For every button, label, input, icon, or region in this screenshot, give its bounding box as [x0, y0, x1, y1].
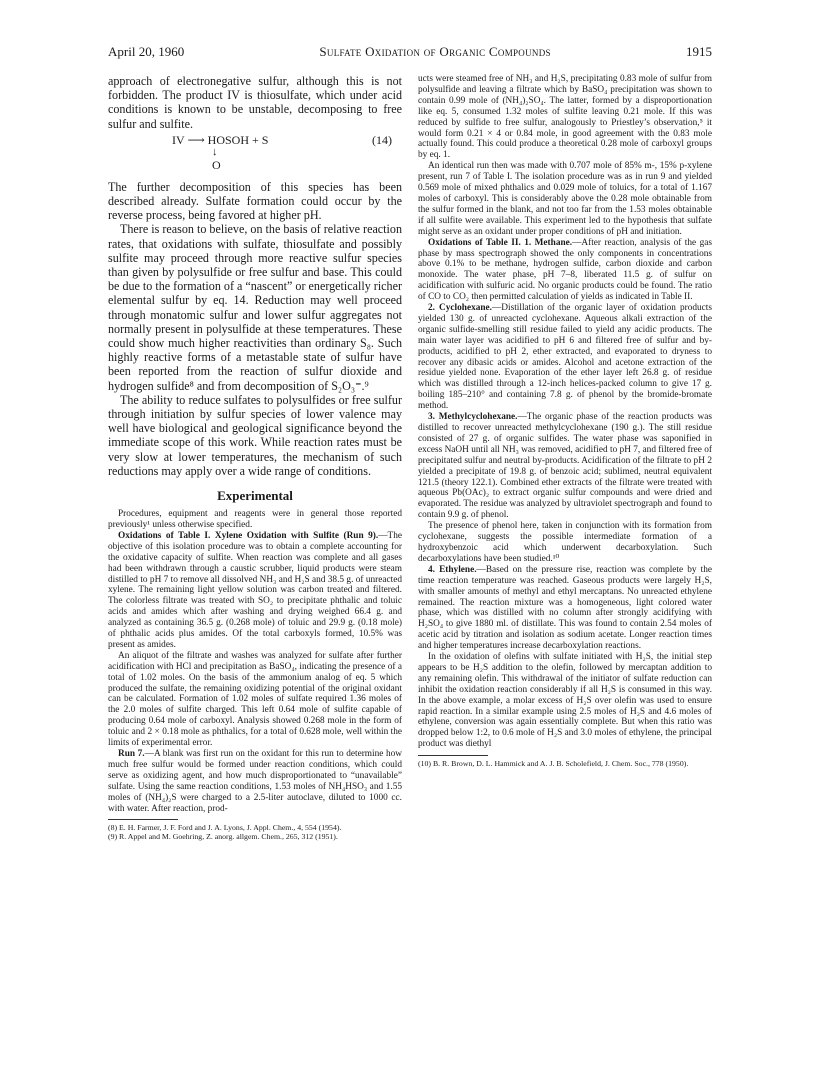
run-heading: Run 7.	[118, 749, 145, 760]
paragraph: In the oxidation of olefins with sulfate initiated with H₂S, the initial step appears to be H₂S addition to the olefin, followed by mercaptan addition to any remaining olefin. This withdrawal of the initiator of sulfate reduction can inhibit the oxidation reaction considerably if all H₂S is consumed in this way. In the above example, a molar excess of H₂S over olefin was used to ensure rapid reaction. In a similar example using 2.5 moles of H₂S and 4.6 moles of ethylene, conversion was again essentially complete. But when this ratio was dropped below 1:2, to 0.6 mole of H₂S and 3.0 moles of ethylene, the principal product was diethyl	[418, 652, 712, 750]
paragraph: The ability to reduce sulfates to polysulfides or free sulfur through initiation by sulfur species of lower valence may well have biological and geological significance beyond the immediate scope of this work. While reaction rates must be very slow at lower temperatures, the mechanism of such reductions may apply over a wide range of conditions.	[108, 392, 402, 478]
paragraph	[108, 749, 402, 814]
paragraph	[418, 238, 712, 303]
paragraph	[418, 412, 712, 521]
right-column	[418, 74, 712, 1064]
equation-14	[108, 134, 402, 174]
equation-number: (14)	[372, 132, 392, 147]
subsection-heading: 3. Methylcyclohexane.	[428, 412, 518, 423]
paragraph: Procedures, equipment and reagents were in general those reported previously¹ unless otherwise specified.	[108, 509, 402, 530]
footnote-divider	[418, 755, 488, 756]
equation-body: IV ⟶ HOSOH + S	[172, 132, 269, 147]
paragraph	[108, 531, 402, 651]
equation-oxygen: O	[212, 157, 221, 172]
paragraph: An identical run then was made with 0.707 mole of 85% m-, 15% p-xylene present, run 7 of Table I. The isolation procedure was as in run 9 and yielded 0.569 mole of mixed phthalics and 0.029 mole of toluics, for a total of 1.167 moles of carboxyl. This is considerably above the 0.28 mole obtainable from the sulfur formed in the blank, and not too far from the 1.53 moles obtainable if all sulfite were available. This experiment led to the hypothesis that sulfate might serve as an oxidant under proper conditions of pH and initiation.	[418, 161, 712, 237]
paragraph-text: —A blank was first run on the oxidant for this run to determine how much free sulfur would be formed under reaction conditions, which could serve as oxidizing agent, and how much disproportionated to “unavailable” sulfate. Using the same reaction conditions, 1.53 moles of NH₄HSO₃ and 1.55 moles of (NH₄)₂S were charged to a 2.5-liter autoclave, diluted to 1000 cc. with water. After reaction, prod-	[108, 749, 402, 814]
subsection-heading: Oxidations of Table II. 1. Methane.	[428, 237, 573, 248]
footnote-8: (8) E. H. Farmer, J. F. Ford and J. A. Lyons, J. Appl. Chem., 4, 554 (1954).	[108, 823, 342, 833]
run-heading: Oxidations of Table I. Xylene Oxidation with Sulfite (Run 9).	[118, 530, 379, 541]
running-header	[108, 44, 712, 62]
paragraph-text: —Distillation of the organic layer of oxidation products yielded 130 g. of unreacted cyclohexane. Aqueous alkali extraction of the organic sulfide-smelling still residue failed to yield any acidic products. The main water layer was acidified to pH 6 and filtered free of sulfur and by-products, acidified to pH 2, ether extracted, and evaporated to dryness to recover any dibasic acids or amides. Alcohol and acetone extraction of the residue yielded none. Evaporation of the ether layer left 26.8 g. of residue which was distilled through a 12-inch helices-packed column to give 17 g. boiling 185–210° and containing 7.8 g. of phenol by the bromide-bromate method.	[418, 303, 712, 412]
subsection-heading: 4. Ethylene.	[428, 564, 477, 575]
left-column	[108, 74, 402, 1064]
paragraph: ucts were steamed free of NH₃ and H₂S, precipitating 0.83 mole of sulfur from polysulfide and leaving a filtrate which by BaSO₄ precipitation was shown to contain 0.99 mole of (NH₄)₂SO₄. The latter, formed by a disproportionation like eq. 5, consumed 1.32 moles of sulfite leaving 0.21 mole. If this was reduced by sulfide to free sulfur, analogously to Priestley’s observation,⁵ it would form 0.21 × 4 or 0.84 mole, in good agreement with the 0.83 mole actually found. This could produce a theoretical 0.28 mole of carboxyl groups by eq. 1.	[418, 74, 712, 161]
header-date: April 20, 1960	[108, 44, 185, 59]
footnote-9: (9) R. Appel and M. Goehring, Z. anorg. allgem. Chem., 265, 312 (1951).	[108, 832, 338, 842]
paragraph-text: —Based on the pressure rise, reaction was complete by the time reaction temperature was reached. Gaseous products were largely H₂S, with smaller amounts of methyl and ethyl mercaptans. No unreacted ethylene remained. The reaction mixture was a homogeneous, light colored water phase, which was distilled with no column after strongly acidifying with H₂SO₄ to give 1880 ml. of distillate. This was found to contain 2.54 moles of acetic acid by titration and isolation as sodium acetate. Longer reaction times and higher temperatures increase decarboxylation reactions.	[418, 564, 712, 652]
paragraph: The presence of phenol here, taken in conjunction with its formation from cyclohexane, suggests the possible intermediate formation of a hydroxybenzoic acid which underwent decarboxylation. Such decarboxylations have been studied.¹⁰	[418, 521, 712, 564]
down-arrow-icon: ↓	[212, 145, 218, 158]
paragraph-text: —The objective of this isolation procedure was to obtain a complete accounting for the oxidative capacity of sulfite. When reaction was complete and all gases had been withdrawn through a caustic scrubber, liquid products were steam distilled to pH 7 to remove all dissolved NH₃ and H₂S and 38.5 g. of unreacted xylene. The remaining light yellow solution was carbon treated and filtered. The colorless filtrate was treated with SO₂ to precipitate phthalic and toluic acids and amides which after washing and drying weighed 66.4 g. and analyzed as containing 36.5 g. (0.268 mole) of toluic and 29.9 g. (0.18 mole) of phthalic acids plus amides. Of the total carboxyls formed, 10.5% was present as amides.	[108, 530, 402, 650]
header-title: Sulfate Oxidation of Organic Compounds	[319, 44, 551, 59]
paragraph-text: —After reaction, analysis of the gas phase by mass spectrograph showed the only components in concentrations above 0.1% to be methane, hydrogen sulfide, carbon dioxide and carbon monoxide. The water phase, pH 7–8, liberated 11.5 g. of sulfur on acidification with sulfuric acid. No organic products could be found. The ratio of CO to CO₂ then permitted calculation of yields as indicated in Table II.	[418, 237, 712, 303]
section-heading-experimental: Experimental	[217, 488, 293, 504]
paragraph-text: —The organic phase of the reaction products was distilled to recover unreacted methylcyclohexane (190 g.). The still residue consisted of 27 g. of organic sulfides. The water phase was saponified in excess NaOH until all NH₃ was removed, acidified to pH 7, and filtered free of precipitated sulfur and neutral by-products. Acidification of the filtrate to pH 2 yielded a precipitate of 19.8 g. of benzoic acid; sublimed, neutral equivalent 121.5 (theory 122.1). Combined ether extracts of the filtrate were treated with aqueous Pb(OAc)₂ to extract organic sulfur compounds and were dried and evaporated. The residue was analyzed by ultraviolet spectrograph and found to contain 9.9 g. of phenol.	[418, 412, 712, 521]
paragraph: approach of electronegative sulfur, although this is not forbidden. The product IV is thiosulfate, which under acid conditions is known to be unstable, decomposing to free sulfur and sulfite.	[108, 74, 402, 131]
footnote-divider	[108, 819, 178, 820]
subsection-heading: 2. Cyclohexane.	[428, 303, 492, 314]
paragraph: An aliquot of the filtrate and washes was analyzed for sulfate after further acidification with HCl and precipitation as BaSO₄, indicating the presence of a total of 1.02 moles. On the basis of the ammonium analog of eq. 5 which produced the sulfate, the remaining oxidizing potential of the original oxidant can be calculated. Formation of 1.02 moles of sulfate required 1.36 moles of the 2.0 moles of sulfite charged. This left 0.64 mole of sulfite capable of producing 0.64 mole of carboxyl. Analysis showed 0.268 mole in the form of toluic and 2 × 0.18 mole as phthalics, for a total of 0.628 mole, well within the limits of experimental error.	[108, 650, 402, 749]
paragraph: There is reason to believe, on the basis of relative reaction rates, that oxidations with sulfate, thiosulfate and possibly sulfite may proceed through more reactive sulfur species than given by polysulfide or free sulfur and base. This could be due to the formation of a “nascent” or energetically richer elemental sulfur by eq. 14. Reduction may well proceed through monatomic sulfur and lower sulfur aggregates not normally present in polysulfide at these temperatures. These could show much higher reactivities than ordinary S₈. Such highly reactive forms of a metastable state of sulfur have been reported from the reaction of sulfur dioxide and hydrogen sulfide⁸ and from decomposition of S₂O₃⁼.⁹	[108, 222, 402, 393]
header-page-number: 1915	[686, 44, 712, 59]
paragraph	[418, 303, 712, 412]
paragraph	[418, 565, 712, 652]
footnote-10: (10) B. R. Brown, D. L. Hammick and A. J. B. Scholefield, J. Chem. Soc., 778 (1950).	[418, 759, 689, 769]
paragraph: The further decomposition of this species has been described already. Sulfate formation could occur by the reverse process, being favored at higher pH.	[108, 179, 402, 223]
